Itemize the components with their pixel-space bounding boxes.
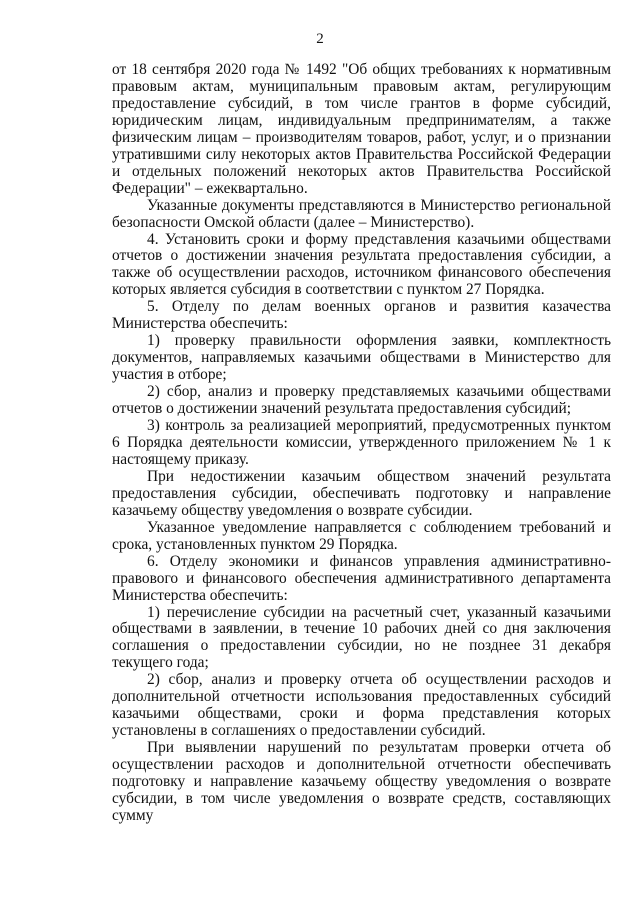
page-number: 2	[316, 31, 324, 47]
paragraph-item-5-2: 2) сбор, анализ и проверку представляемых казачьими обществами отчетов о достижении значений результата предоставления субсидий;	[112, 383, 611, 418]
document-body	[112, 62, 611, 825]
paragraph-item-6-2: 2) сбор, анализ и проверку отчета об осуществлении расходов и дополнительной отчетности использования предоставленных субсидий казачьими обществами, сроки и форма представления которых установлены в соглашениях о предоставлении субсидий.	[112, 671, 611, 740]
paragraph-item-5-1: 1) проверку правильности оформления заявки, комплектность документов, направляемых казачьими обществами в Министерство для участия в отборе;	[112, 332, 611, 384]
paragraph-item-5-3: 3) контроль за реализацией мероприятий, предусмотренных пунктом 6 Порядка деятельности комиссии, утвержденного приложением № 1 к настоящему приказу.	[112, 417, 611, 468]
paragraph-item-6: 6. Отделу экономики и финансов управления административно-правового и финансового обеспечения административного департамента Министерства обеспечить:	[112, 552, 611, 604]
paragraph-item-6-1: 1) перечисление субсидии на расчетный счет, указанный казачьими обществами в заявлении, в течение 10 рабочих дней со дня заключения соглашения о предоставлении субсидии, но не позднее 31 декабря текущего года;	[112, 603, 611, 672]
paragraph-non-achievement: При недостижении казачьим обществом значений результата предоставления субсидии, обеспечивать подготовку и направление казачьему обществу уведомления о возврате субсидии.	[112, 467, 611, 519]
paragraph-item-4: 4. Установить сроки и форму представления казачьими обществами отчетов о достижении значения результата предоставления субсидии, а также об осуществлении расходов, источником финансового обеспечения которых является субсидия в соответствии с пунктом 27 Порядка.	[112, 230, 611, 299]
paragraph-continuation: от 18 сентября 2020 года № 1492 "Об общих требованиях к нормативным правовым актам, муниципальным правовым актам, регулирующим предоставление субсидий, в том числе грантов в форме субсидий, юридическим лицам, индивидуальным предпринимателям, а также физическим лицам – производителям товаров, работ, услуг, и о признании утратившими силу некоторых актов Правительства Российской Федерации и отдельных положений некоторых актов Правительства Российской Федерации" – ежеквартально.	[112, 61, 611, 197]
paragraph-documents-submission: Указанные документы представляются в Министерство региональной безопасности Омской области (далее – Министерство).	[112, 196, 611, 231]
paragraph-notice-terms: Указанное уведомление направляется с соблюдением требований и срока, установленных пунктом 29 Порядка.	[112, 518, 611, 553]
paragraph-item-5: 5. Отделу по делам военных органов и развития казачества Министерства обеспечить:	[112, 298, 611, 333]
paragraph-violations: При выявлении нарушений по результатам проверки отчета об осуществлении расходов и дополнительной отчетности обеспечивать подготовку и направление казачьему обществу уведомления о возврате субсидии, в том числе уведомления о возврате средств, составляющих сумму	[112, 739, 611, 824]
